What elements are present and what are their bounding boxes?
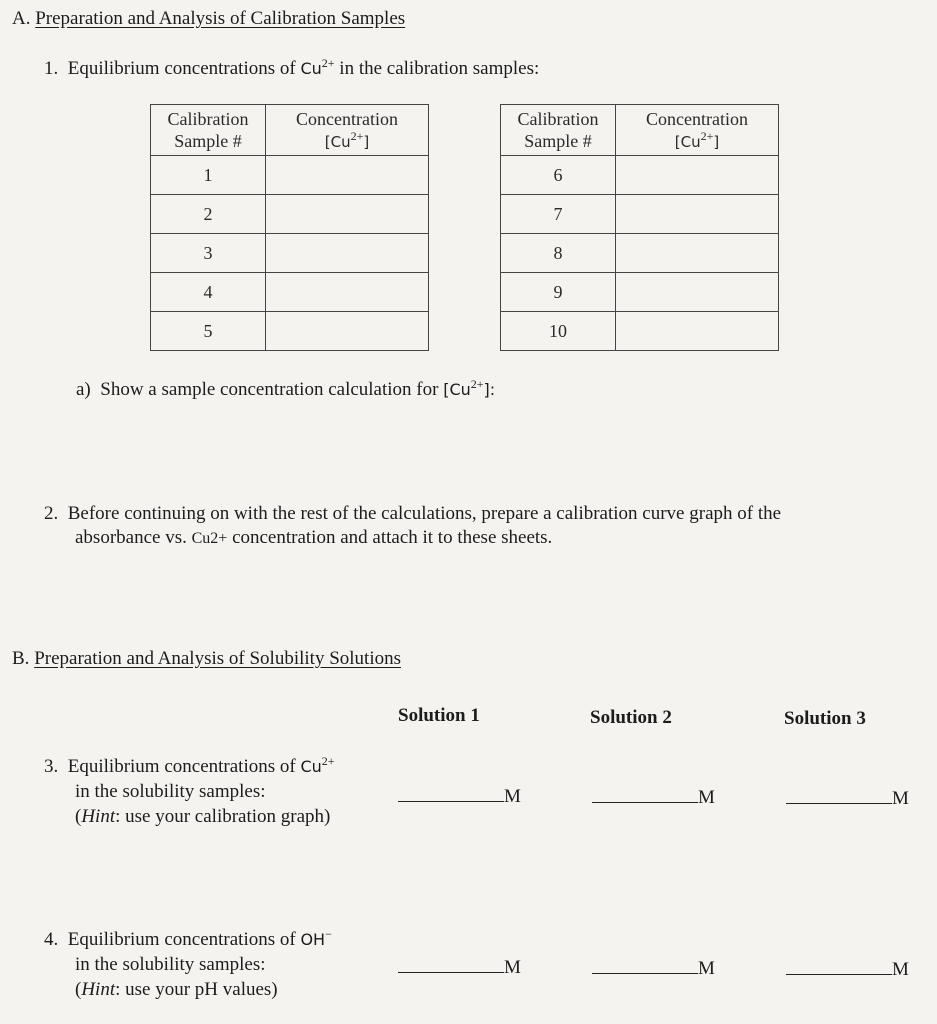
header-conc-charge: 2+ [350, 128, 364, 143]
header-sample-line1: Calibration [517, 109, 599, 129]
concentration-cell[interactable] [616, 195, 779, 234]
table-row [501, 156, 779, 195]
concentration-cell[interactable] [616, 273, 779, 312]
header-sample-line2: Sample # [524, 131, 592, 151]
concentration-cell[interactable] [266, 195, 429, 234]
unit-label: M [504, 957, 521, 978]
sample-number: 8 [501, 234, 616, 273]
concentration-cell[interactable] [266, 312, 429, 351]
sample-number: 4 [151, 273, 266, 312]
calibration-table-left [150, 104, 429, 351]
concentration-cell[interactable] [266, 156, 429, 195]
section-b-heading [12, 648, 401, 670]
table-row [501, 234, 779, 273]
header-conc-line1: Concentration [296, 108, 398, 129]
q3-hint: (Hint: use your calibration graph) [75, 806, 331, 827]
table-row [151, 273, 429, 312]
question-1a [76, 379, 495, 401]
section-a-letter: A. [12, 8, 31, 29]
table-row [501, 312, 779, 351]
header-sample-line2: Sample # [174, 131, 242, 151]
sample-number: 10 [501, 312, 616, 351]
unit-label: M [892, 788, 909, 809]
header-conc-charge: 2+ [700, 128, 714, 143]
calibration-table-right [500, 104, 779, 351]
q4-hint-word: Hint [81, 979, 116, 1000]
unit-label: M [698, 958, 715, 979]
qa-label: a) [76, 379, 91, 400]
header-sample-line1: Calibration [167, 109, 249, 129]
q2-ion: Cu2+ [191, 530, 228, 547]
question-3 [44, 754, 335, 829]
table-row [501, 273, 779, 312]
header-sample [151, 105, 266, 156]
unit-label: M [698, 787, 715, 808]
q3-number: 3. [44, 756, 59, 777]
table-row [151, 312, 429, 351]
solution-2-header: Solution 2 [590, 707, 672, 728]
section-b-title: Preparation and Analysis of Solubility Solutions [34, 648, 401, 669]
solution-3-header: Solution 3 [784, 708, 866, 729]
sample-number: 7 [501, 195, 616, 234]
table-row [151, 234, 429, 273]
sample-number: 3 [151, 234, 266, 273]
header-concentration [616, 105, 779, 156]
q2-line1: Before continuing on with the rest of the calculations, prepare a calibration curve graph of the [67, 503, 782, 524]
sample-number: 9 [501, 273, 616, 312]
header-conc-ion: [Cu [674, 132, 701, 151]
header-sample [501, 105, 616, 156]
concentration-cell[interactable] [616, 156, 779, 195]
header-conc-line1: Concentration [646, 108, 748, 129]
q3-solution-2-answer[interactable] [592, 784, 715, 808]
concentration-cell[interactable] [266, 273, 429, 312]
section-a-heading [12, 8, 405, 30]
q4-solution-2-answer[interactable] [592, 955, 715, 979]
concentration-cell[interactable] [616, 234, 779, 273]
sample-number: 2 [151, 195, 266, 234]
q4-ion: OH [300, 930, 326, 949]
table-header-row [151, 105, 429, 156]
q3-solution-1-answer[interactable] [398, 783, 521, 807]
question-1 [44, 58, 539, 80]
q4-solution-3-answer[interactable] [786, 956, 909, 980]
q4-number: 4. [44, 929, 59, 950]
question-2 [44, 503, 781, 525]
q2-number: 2. [44, 503, 59, 524]
q3-charge: 2+ [321, 754, 335, 768]
q1-ion-charge: 2+ [321, 56, 335, 70]
concentration-cell[interactable] [616, 312, 779, 351]
q3-ion: Cu [300, 757, 322, 776]
q2-line2-before: absorbance vs. [75, 527, 192, 548]
header-conc-ion: [Cu [324, 132, 351, 151]
concentration-cell[interactable] [266, 234, 429, 273]
unit-label: M [504, 786, 521, 807]
table-row [151, 195, 429, 234]
q4-solution-1-answer[interactable] [398, 954, 521, 978]
header-concentration [266, 105, 429, 156]
section-b-letter: B. [12, 648, 30, 669]
q3-line1: Equilibrium concentrations of [67, 756, 301, 777]
table-row [151, 156, 429, 195]
header-conc-close: ] [363, 132, 370, 151]
table-row [501, 195, 779, 234]
q4-hint: (Hint: use your pH values) [75, 979, 278, 1000]
sample-number: 1 [151, 156, 266, 195]
q4-charge: − [325, 927, 332, 941]
q1-ion: Cu [300, 59, 322, 78]
q1-text-after: in the calibration samples: [334, 58, 540, 79]
sample-number: 6 [501, 156, 616, 195]
qa-close: ]: [483, 380, 496, 399]
header-conc-close: ] [713, 132, 720, 151]
sample-number: 5 [151, 312, 266, 351]
q3-hint-rest: : use your calibration graph) [115, 806, 331, 827]
unit-label: M [892, 959, 909, 980]
table-header-row [501, 105, 779, 156]
q4-line2: in the solubility samples: [75, 954, 266, 975]
q1-number: 1. [44, 58, 59, 79]
q3-line2: in the solubility samples: [75, 781, 266, 802]
qa-ion: [Cu [443, 380, 471, 399]
q3-solution-3-answer[interactable] [786, 785, 909, 809]
qa-text: Show a sample concentration calculation for [100, 379, 444, 400]
section-a-title: Preparation and Analysis of Calibration Samples [35, 8, 406, 29]
question-2-line2 [75, 527, 552, 549]
q4-line1: Equilibrium concentrations of [67, 929, 301, 950]
q3-hint-word: Hint [81, 806, 116, 827]
solution-1-header: Solution 1 [398, 705, 480, 726]
q2-line2-after: concentration and attach it to these sheets. [227, 527, 553, 548]
q1-text-before: Equilibrium concentrations of [67, 58, 301, 79]
q4-hint-rest: : use your pH values) [115, 979, 278, 1000]
qa-charge: 2+ [470, 377, 484, 391]
question-4 [44, 927, 332, 1002]
